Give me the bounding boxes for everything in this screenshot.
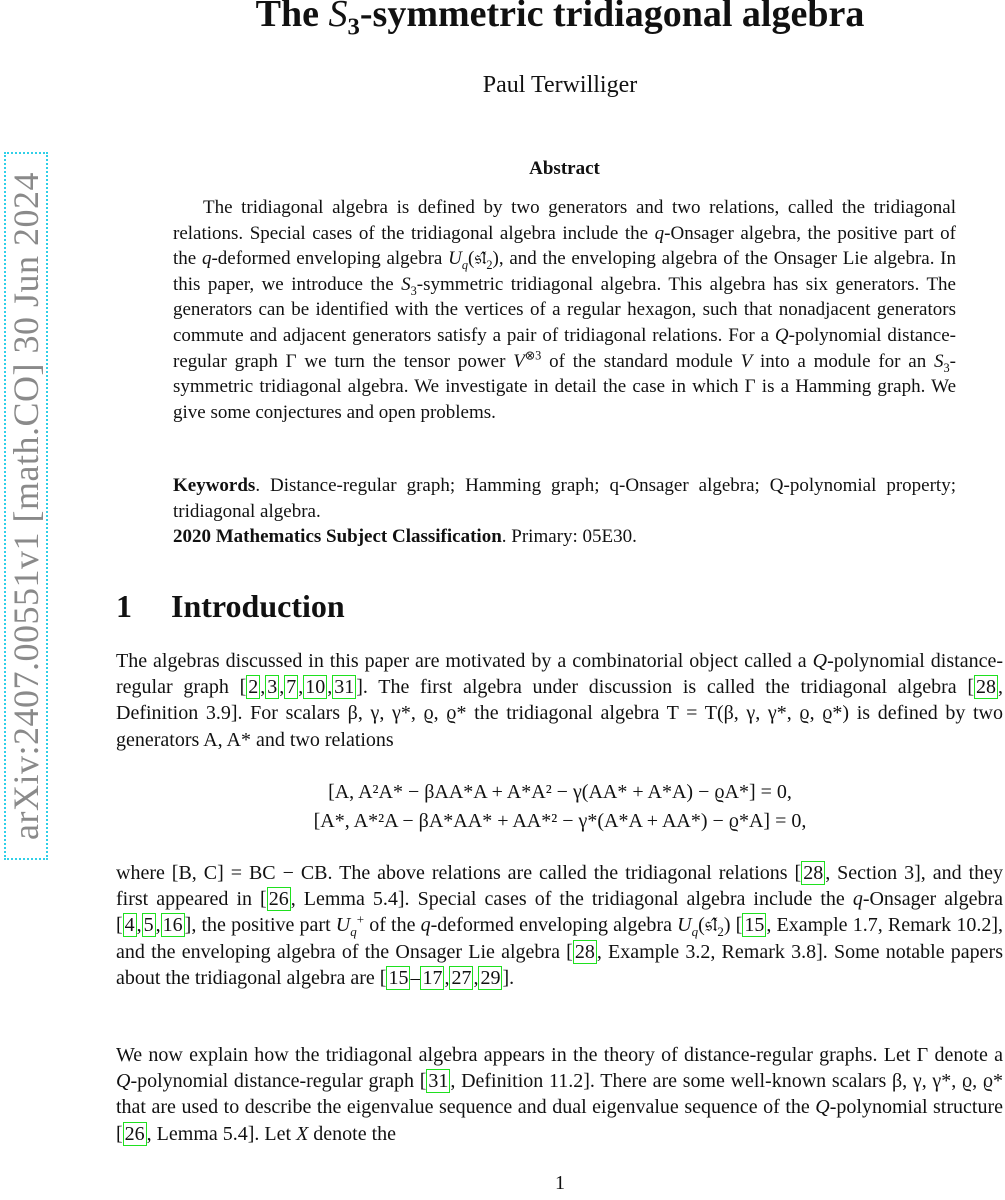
title-prefix: The: [255, 0, 329, 35]
title-symbol-sub: 3: [347, 13, 360, 41]
text: , Definition 3.9]. For scalars β, γ, γ*, ϱ, ϱ* the tridiagonal algebra T = T(β, γ, γ*, ϱ, ϱ*) is defined by two generators A, A* and two relations: [116, 676, 1004, 751]
math-X: X: [296, 1122, 309, 1145]
page-number: 1: [555, 1172, 565, 1194]
title-symbol: S: [328, 0, 348, 35]
citation-link[interactable]: 31: [334, 676, 355, 699]
paragraph-intro-1: The algebras discussed in this paper are motivated by a combinatorial object called a Q-polynomial distance-regular graph [ 2 , 3 , 7 , 10 , 31 ]. The first algebra under discussion is called the tridiagonal algebra [ 28 , Definition 3.9]. For scalars β, γ, γ*, ϱ, ϱ* the tridiagonal algebra T = T(β, γ, γ*, ϱ, ϱ*) is defined by two generators A, A* and two relations: [116, 650, 1004, 751]
citation-link[interactable]: 3: [267, 676, 278, 699]
math-q: q: [201, 248, 212, 270]
author-name: Paul Terwilliger: [482, 72, 638, 98]
citation-link[interactable]: 27: [451, 966, 472, 989]
text: -polynomial distance-regular graph [: [130, 1070, 427, 1093]
text: We now explain how the tridiagonal algebra appears in the theory of distance-regular graphs. Let Γ denote a: [116, 1044, 1003, 1066]
text: -polynomial distance-regular graph [: [116, 650, 1003, 699]
section-heading: [116, 588, 345, 625]
section-number: 1: [116, 588, 132, 624]
text: , Example 3.2, Remark 3.8]. Some notable papers about the tridiagonal algebra are [: [116, 940, 1003, 989]
math-uq-plus: $U_q^+$: [335, 911, 365, 940]
paragraph-intro-2: where [B, C] = BC − CB. The above relations are called the tridiagonal relations [ 28 , Section 3], and they first appeared in [ 26 , Lemma 5.4]. Special cases of the tridiagonal algebra include the q-Onsager algebra [ 4 , 5 , 16 ], the positive part $U_q^+$ of the q-deformed enveloping algebra $U_q(𝔰𝔩̂_2)$ [ 15 , Example 1.7, Remark 10.2], and the enveloping algebra of the Onsager Lie algebra [ 28 , Example 3.2, Remark 3.8]. Some notable papers about the tridiagonal algebra are [ 15 – 17 , 27 , 29 ].: [116, 862, 1003, 989]
citation-link[interactable]: 15: [744, 914, 765, 937]
abstract-text: -deformed enveloping algebra: [211, 248, 449, 270]
citation-link[interactable]: 29: [480, 966, 501, 989]
abstract-text: of the standard module: [541, 350, 741, 372]
text: , Lemma 5.4]. Special cases of the tridiagonal algebra include the: [290, 888, 853, 911]
citation-link[interactable]: 10: [305, 676, 326, 699]
text: where [B, C] = BC − CB. The above relations are called the tridiagonal relations [: [116, 862, 802, 884]
math-uq-sl2: $U_q(𝔰𝔩̂_2)$: [677, 914, 731, 940]
text: , Example 1.7, Remark 10.2], and the enveloping algebra of the Onsager Lie algebra [: [116, 914, 1003, 963]
math-V: V: [740, 350, 753, 372]
math-q: q: [420, 914, 431, 937]
abstract-text: -Onsager algebra, the positive part of the: [173, 222, 956, 270]
abstract-text: -symmetric tridiagonal algebra. We investigate in detail the case in which Γ is a Hamming graph. We give some conjectures and open problems.: [173, 350, 956, 423]
math-v-tensor3: $V^{\otimes 3}$: [513, 348, 542, 372]
equation-relation-2: [A*, A*²A − βA*AA* + AA*² − γ*(A*A + AA*) − ϱ*A] = 0,: [313, 810, 807, 832]
citation-link[interactable]: 28: [574, 940, 595, 963]
paragraph-intro-3: [116, 1042, 1003, 1147]
keywords-label: Keywords: [173, 475, 256, 496]
abstract-text: into a module for an: [752, 350, 934, 372]
text: denote the: [308, 1122, 397, 1145]
text: ].: [502, 966, 515, 989]
title-suffix: -symmetric tridiagonal algebra: [359, 0, 865, 35]
text: -Onsager algebra [: [116, 888, 1003, 937]
arxiv-identifier-stamp[interactable]: [4, 152, 48, 860]
math-Q: Q: [116, 1070, 131, 1093]
text: [: [730, 914, 743, 937]
abstract-text: , and the enveloping algebra of the Onsager Lie algebra. In this paper, we introduce the: [173, 248, 957, 295]
msc-label: 2020 Mathematics Subject Classification: [173, 526, 502, 548]
keywords-text: . Distance-regular graph; Hamming graph; q-Onsager algebra; Q-polynomial property; tridiagonal algebra.: [173, 475, 956, 522]
citation-link[interactable]: 28: [803, 862, 824, 884]
keywords-block: [173, 473, 956, 550]
math-Q: Q: [812, 650, 828, 672]
abstract-body: [173, 195, 956, 425]
text: The algebras discussed in this paper are motivated by a combinatorial object called a: [116, 650, 813, 672]
abstract-text: -symmetric tridiagonal algebra. This algebra has six generators. The generators can be identified with the vertices of a regular hexagon, such that nonadjacent generators commute and adjacent generators satisfy a pair of tridiagonal relations. For a: [173, 273, 956, 346]
citation-link[interactable]: 2: [248, 676, 259, 699]
arxiv-identifier-text: arXiv:2407.00551v1 [math.CO] 30 Jun 2024: [6, 172, 46, 840]
citation-link[interactable]: 17: [422, 966, 443, 989]
math-q: q: [654, 222, 665, 244]
section-title: Introduction: [171, 588, 345, 624]
paper-title: [0, 0, 1005, 41]
text: , Section 3], and they first appeared in [: [116, 862, 1003, 911]
equation-relation-1: [A, A²A* − βAA*A + A*A² − γ(AA* + A*A) − ϱA*] = 0,: [328, 781, 792, 803]
citation-link[interactable]: 26: [124, 1122, 145, 1145]
text: , Definition 11.2]. There are some well-known scalars β, γ, γ*, ϱ, ϱ* that are used to describe the eigenvalue sequence and dual eigenvalue sequence of the: [116, 1070, 1004, 1119]
text: ], the positive part: [184, 914, 336, 937]
math-uq-sl2: $U_q(𝔰𝔩̂_2)$: [448, 248, 499, 272]
citation-link[interactable]: 31: [428, 1070, 449, 1093]
citation-link[interactable]: 5: [143, 914, 154, 937]
text: , Lemma 5.4]. Let: [146, 1122, 297, 1145]
math-s3: $S_3$: [401, 273, 417, 298]
math-Q: Q: [815, 1096, 830, 1119]
citation-link[interactable]: 4: [124, 914, 135, 937]
math-Q: Q: [774, 324, 789, 346]
msc-line: [173, 524, 956, 550]
text: -deformed enveloping algebra: [430, 914, 678, 937]
text: ]. The first algebra under discussion is called the tridiagonal algebra [: [356, 676, 975, 699]
abstract-text: The tridiagonal algebra is defined by two generators and two relations, called the tridiagonal relations. Special cases of the tridiagonal algebra include the: [173, 197, 956, 244]
msc-text: . Primary: 05E30.: [501, 526, 637, 548]
text: -polynomial structure [: [116, 1096, 1003, 1145]
text: of the: [364, 914, 421, 937]
math-s3: $S_3$: [934, 350, 950, 375]
citation-link[interactable]: 28: [976, 676, 997, 699]
math-q: q: [852, 888, 863, 911]
citation-link[interactable]: 15: [388, 966, 409, 989]
abstract-heading: Abstract: [529, 158, 600, 179]
keywords-line: [173, 473, 956, 524]
citation-link[interactable]: 26: [268, 888, 289, 911]
citation-link[interactable]: 7: [286, 676, 297, 699]
citation-link[interactable]: 16: [162, 914, 183, 937]
abstract-text: -polynomial distance-regular graph Γ we turn the tensor power: [173, 324, 956, 372]
